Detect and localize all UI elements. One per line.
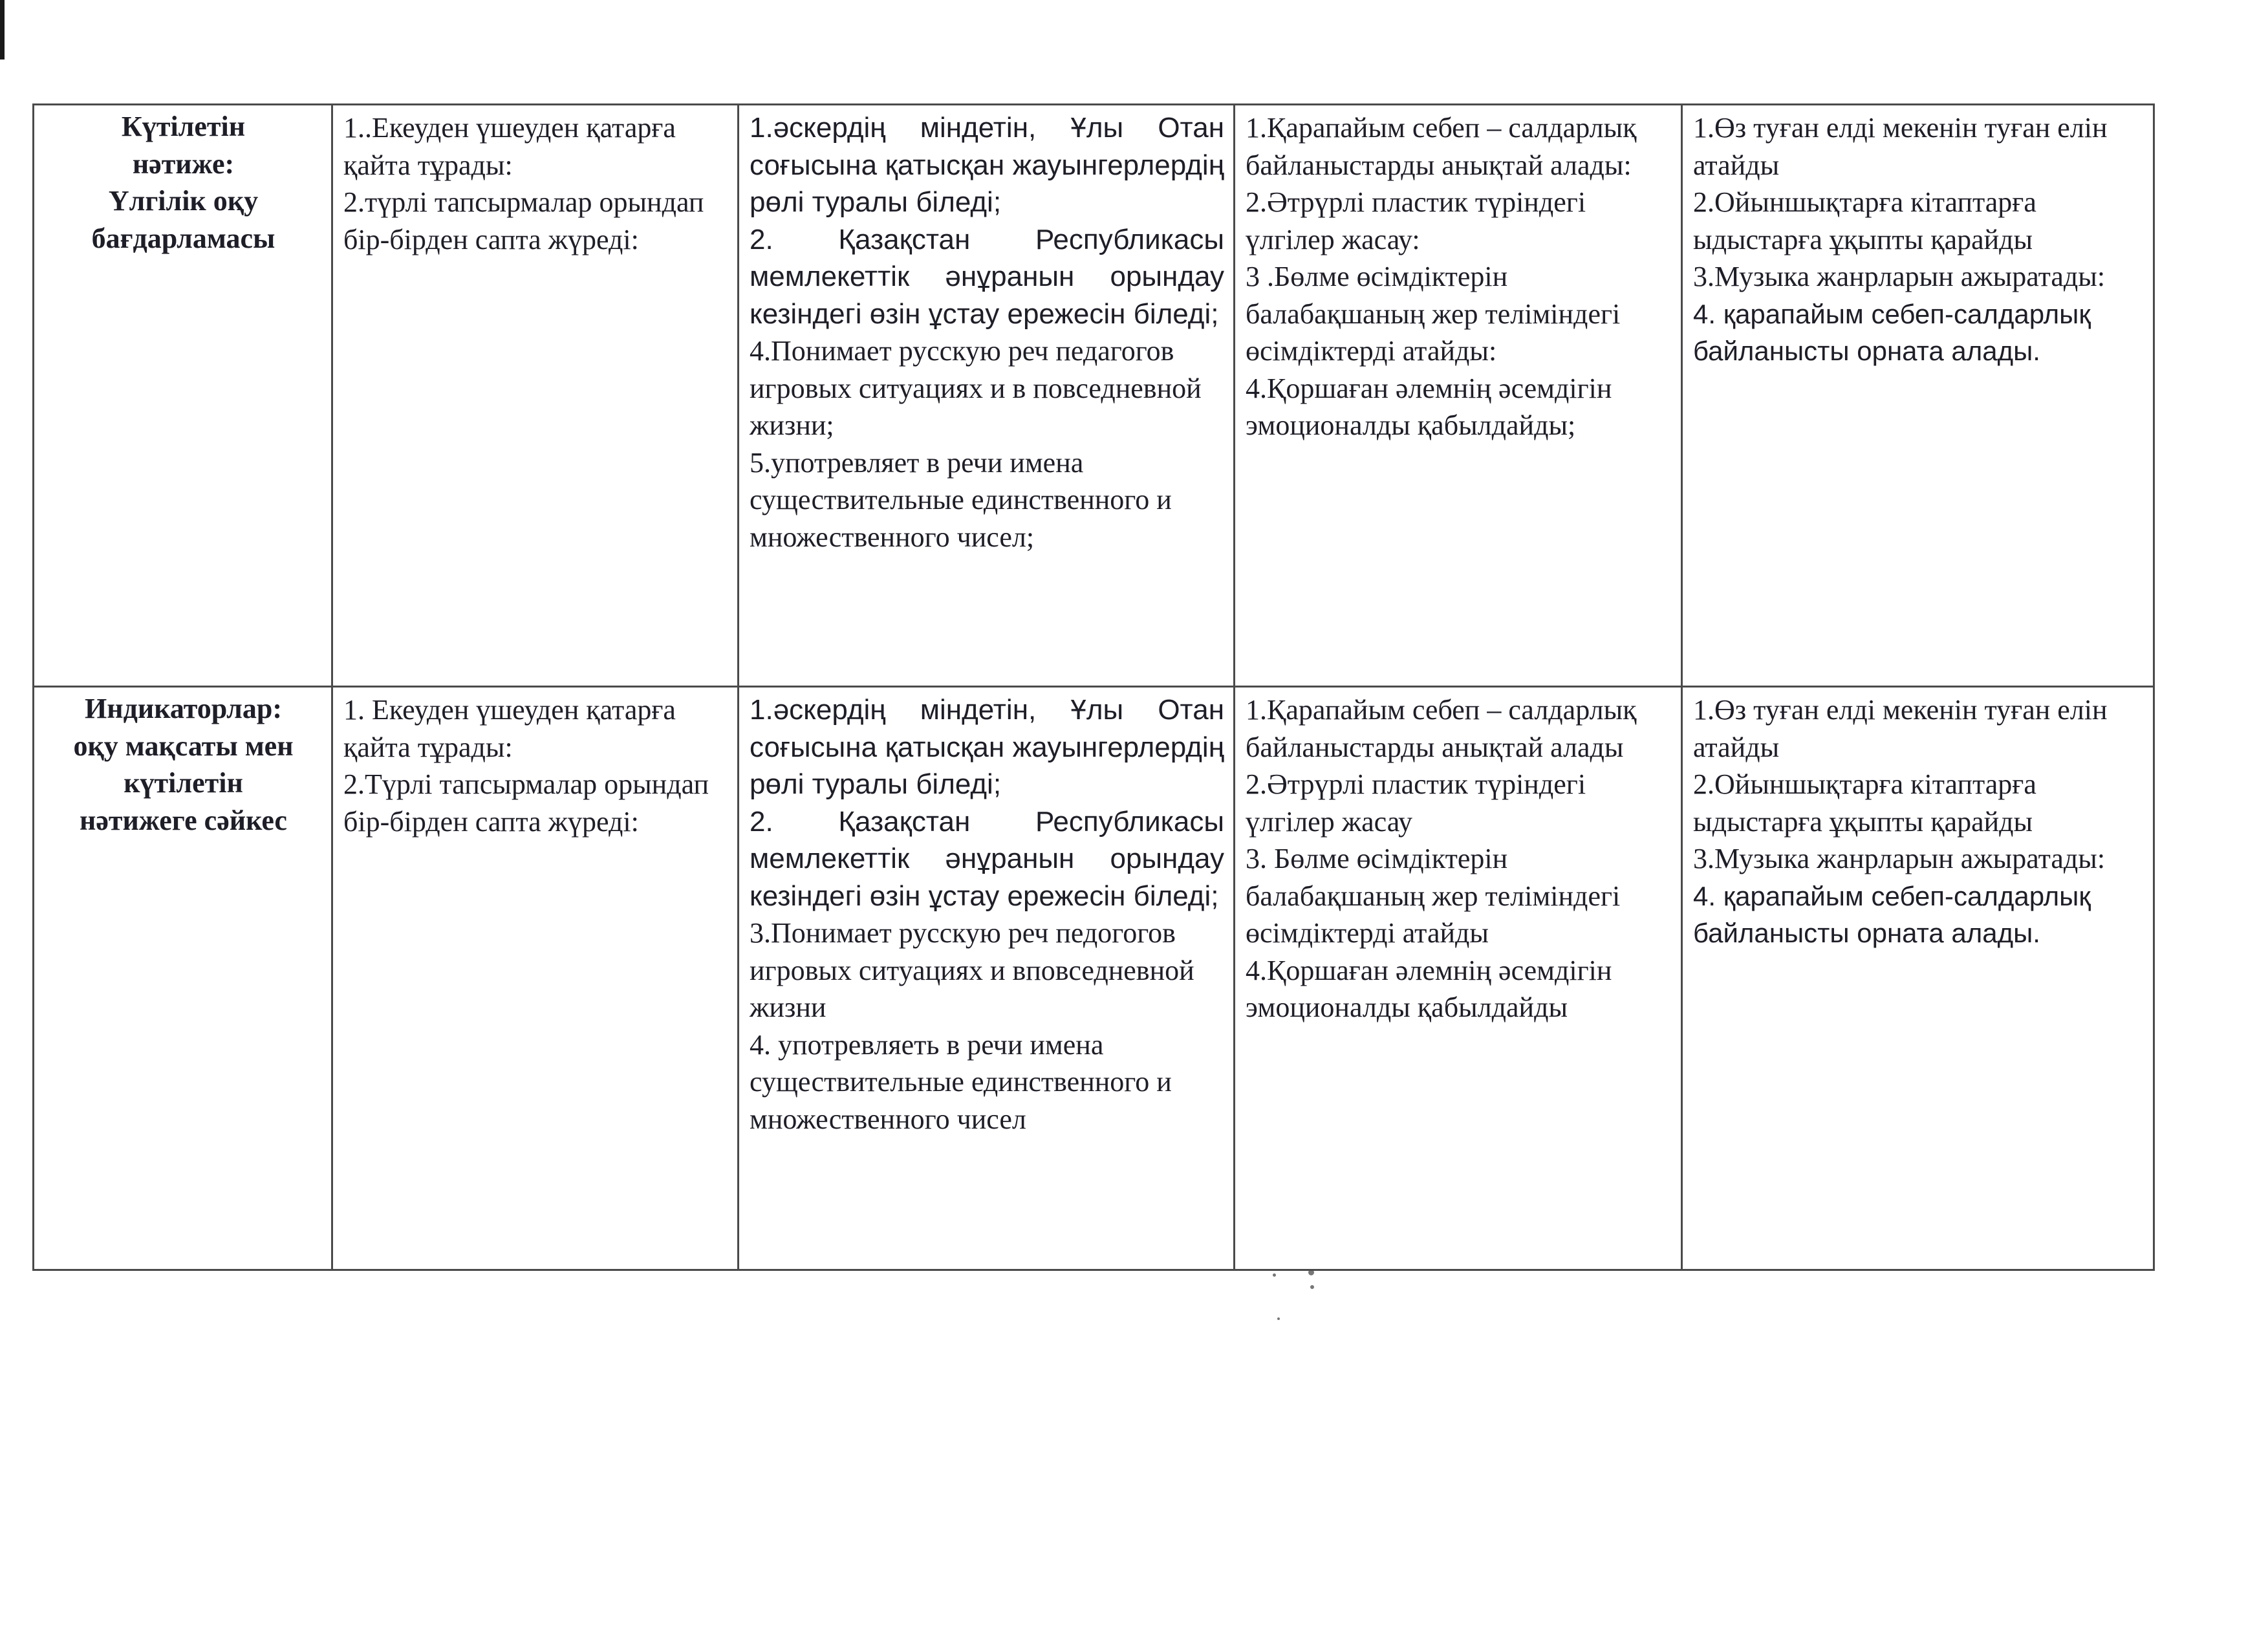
cell-entry: 1.Қарапайым себеп – салдарлық байланыстарды анықтай алады:: [1246, 112, 1637, 181]
cell-world-music: [1682, 105, 2154, 687]
cell-entry: 4.Қоршаған әлемнің әсемдігін эмоционалды қабылдайды;: [1246, 372, 1612, 441]
header-line: Индикаторлар:: [85, 693, 282, 724]
cell-entry: 2.түрлі тапсырмалар орындап бір-бірден сапта жүреді:: [343, 186, 704, 255]
header-line: нәтижеге сәйкес: [80, 804, 287, 836]
cell-entry: 5.употревляет в речи имена существительные единственного и множественного чисел;: [750, 446, 1172, 553]
scan-edge-mark: [0, 0, 5, 60]
cell-entry: 4.Қоршаған әлемнің әсемдігін эмоционалды қабылдайды: [1246, 954, 1612, 1023]
cell-entry: 4.Понимает русскую реч педагогов игровых ситуациях и в повседневной жизни;: [750, 335, 1202, 441]
cell-entry: 2. Қазақстан Республикасы мемлекеттік әнұранын орындау кезіндегі өзін ұстау ережесін біледі;: [750, 805, 1224, 912]
cell-entry: 3.Музыка жанрларын ажыратады:: [1693, 843, 2106, 874]
cell-entry: 4. употревляеть в речи имена существительные единственного и множественного чисел: [750, 1028, 1172, 1135]
cell-entry: 1.Қарапайым себеп – салдарлық байланыстарды анықтай алады: [1246, 694, 1637, 763]
cell-entry: 1. Екеуден үшеуден қатарға қайта тұрады:: [343, 694, 676, 763]
cell-entry: 2.Ойыншықтарға кітаптарға ыдыстарға ұқыпты қарайды: [1693, 186, 2036, 255]
cell-physical-activity: [332, 687, 739, 1270]
cell-world-music: [1682, 687, 2154, 1270]
cell-entry: 2.Әтрүрлі пластик түріндегі үлгілер жасау:: [1246, 186, 1586, 255]
row-header-expected-result: [34, 105, 332, 687]
cell-social-language: [739, 105, 1235, 687]
cell-physical-activity: [332, 105, 739, 687]
cell-entry: 3. Бөлме өсімдіктерін балабақшаның жер теліміндегі өсімдіктерді атайды: [1246, 843, 1621, 949]
scan-speck: [1273, 1273, 1276, 1277]
cell-entry: 2. Қазақстан Республикасы мемлекеттік әнұранын орындау кезіндегі өзін ұстау ережесін біледі;: [750, 223, 1224, 330]
row-header-indicators: [34, 687, 332, 1270]
cell-entry: 1.Өз туған елді мекенін туған елін атайды: [1693, 112, 2108, 181]
header-line: Күтілетін: [121, 111, 246, 142]
scan-speck: [1277, 1317, 1280, 1320]
cell-entry: 3.Понимает русскую реч педогогов игровых ситуациях и вповседневной жизни: [750, 917, 1194, 1023]
cell-entry: 4. қарапайым себеп-салдарлық байланысты орната алады.: [1693, 298, 2091, 366]
cell-entry: 1.әскердің міндетін, Ұлы Отан соғысына қатысқан жауынгерлердің рөлі туралы біледі;: [750, 694, 1224, 800]
cell-entry: 1.Өз туған елді мекенін туған елін атайды: [1693, 694, 2108, 763]
cell-cognition: [1235, 687, 1682, 1270]
header-line: нәтиже:: [132, 147, 235, 180]
lesson-plan-table: [32, 103, 2155, 1271]
cell-entry: 2.Түрлі тапсырмалар орындап бір-бірден сапта жүреді:: [343, 768, 709, 838]
header-line: Үлгілік оқу: [108, 185, 259, 217]
cell-entry: 3 .Бөлме өсімдіктерін балабақшаның жер теліміндегі өсімдіктерді атайды:: [1246, 261, 1621, 367]
header-line: күтілетін: [124, 767, 243, 799]
header-line: оқу мақсаты мен: [73, 730, 294, 762]
scan-speck: [1310, 1285, 1314, 1289]
header-line: бағдарламасы: [91, 222, 275, 254]
cell-entry: 1..Екеуден үшеуден қатарға қайта тұрады:: [343, 112, 676, 181]
cell-cognition: [1235, 105, 1682, 687]
cell-entry: 3.Музыка жанрларын ажыратады:: [1693, 261, 2106, 292]
cell-entry: 4. қарапайым себеп-салдарлық байланысты орната алады.: [1693, 880, 2091, 948]
cell-entry: 1.әскердің міндетін, Ұлы Отан соғысына қатысқан жауынгерлердің рөлі туралы біледі;: [750, 112, 1224, 218]
cell-entry: 2.Ойыншықтарға кітаптарға ыдыстарға ұқыпты қарайды: [1693, 768, 2036, 838]
table-row-indicators: [34, 687, 2154, 1270]
table-row-expected-result: [34, 105, 2154, 687]
cell-entry: 2.Әтрүрлі пластик түріндегі үлгілер жасау: [1246, 768, 1586, 838]
cell-social-language: [739, 687, 1235, 1270]
